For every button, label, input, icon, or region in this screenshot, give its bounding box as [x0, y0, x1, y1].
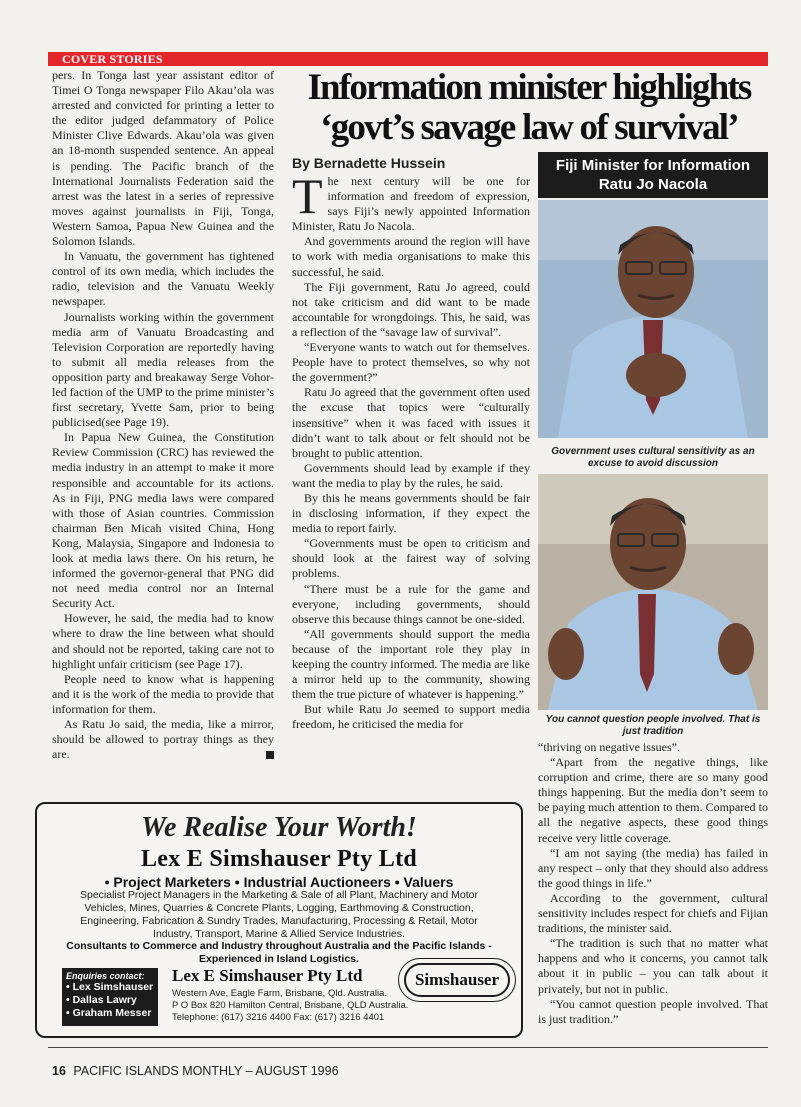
- right-paragraph: “You cannot question people involved. That is just tradition.”: [538, 996, 768, 1026]
- advert-slogan: We Realise Your Worth!: [141, 812, 417, 843]
- enquiries-contact: • Dallas Lawry: [66, 994, 137, 1006]
- mid-paragraph: And governments around the region will have to work with media organisations to make this successful, he said.: [292, 234, 530, 279]
- mid-paragraph-lead: [292, 168, 530, 234]
- photo-title-box: [538, 152, 768, 198]
- mid-paragraph: The Fiji government, Ratu Jo agreed, could not take criticism and did want to be made accountable for wrongdoings. This, he said, was a reflection of the “savage law of survival”.: [292, 279, 530, 339]
- left-column: [52, 68, 274, 762]
- byline: By Bernadette Hussein: [292, 155, 446, 171]
- lead-text: he next century will be one for information and freedom of expression, says Fiji’s newly appointed Information Minister, Ratu Jo Nacola.: [292, 174, 530, 234]
- advert-enquiries-box: [62, 968, 158, 1026]
- story-end-mark: [266, 751, 274, 759]
- advert-consultants: Consultants to Commerce and Industry throughout Australia and the Pacific Islands - Experienced in Island Logistics.: [66, 940, 492, 965]
- photo-title-line-1: Fiji Minister for Information: [555, 157, 751, 174]
- right-paragraph: “thriving on negative issues”.: [538, 740, 680, 754]
- right-paragraph: “The tradition is such that no matter what happens and who it concerns, you cannot talk about it in public – you can talk about it privately, but not in public.: [538, 936, 768, 996]
- portrait-illustration-2: [538, 474, 768, 710]
- advert-logo: Simshauser: [404, 963, 510, 997]
- enquiries-heading: Enquiries contact:: [66, 971, 145, 981]
- left-paragraph: In Vanuatu, the government has tightened control of its own media, which includes the radio, television and the Vanuatu Weekly newspaper.: [52, 249, 274, 309]
- advert-description: Specialist Project Managers in the Marketing & Sale of all Plant, Machinery and Motor Vehicles, Mines, Quarries & Concrete Plants, Logging, Earthmoving & Construction, Engineering, Fabrication & Sundry Trades, Manufacturing, Processing & Retail, Motor Industry, Transport, Marine & Allied Service Industries.: [79, 889, 479, 940]
- right-paragraph: “I am not saying (the media) has failed in any respect – only that they should also address the good things in life.”: [538, 845, 768, 890]
- right-paragraph: “Apart from the negative things, like corruption and crime, there are so many good things happening. But the media don’t seem to be paying much attention to them. Compared to all the negative aspects, these good things receive very little coverage.: [538, 755, 768, 845]
- enquiries-contact: • Lex Simshauser: [66, 981, 154, 993]
- portrait-illustration-1: [538, 200, 768, 438]
- minister-photo-1: [538, 200, 768, 438]
- minister-photo-2: [538, 474, 768, 710]
- enquiries-contact: • Graham Messer: [66, 1007, 152, 1019]
- headline: [290, 68, 768, 148]
- left-paragraph: Journalists working within the government media arm of Vanuatu Broadcasting and Television Corporation are reportedly having to submit all media releases from the opposition party and breakaway Serge Vohor-led faction of the UMP to the prime minister’s first secretary, Yvette Sam, prior to being publicised(see Page 19).: [52, 309, 274, 430]
- headline-line-2: ‘govt’s savage law of survival’: [320, 107, 738, 148]
- page-footer: [52, 1064, 339, 1078]
- advert-address: [172, 988, 422, 1024]
- mid-paragraph: “Governments must be open to criticism and should look at the fairest way of solving problems.: [292, 536, 530, 581]
- mid-paragraph: “Everyone wants to watch out for themselves. People have to protect themselves, so why not the government?”: [292, 340, 530, 385]
- left-paragraph: However, he said, the media had to know where to draw the line between what should and should not be reported, taking care not to highlight unfair criticism (see Page 17).: [52, 611, 274, 671]
- right-paragraph: According to the government, cultural sensitivity includes respect for chiefs and Fijian traditions, the minister said.: [538, 890, 768, 936]
- middle-column: [292, 168, 530, 732]
- advert-services: • Project Marketers • Industrial Auctioneers • Valuers: [104, 874, 454, 890]
- mid-paragraph: By this he means governments should be fair in disclosing information, if they expect the media to report fairly.: [292, 490, 530, 536]
- advert-address-line: P O Box 820 Hamilton Central, Brisbane, QLD Australia.: [172, 1000, 409, 1011]
- mid-paragraph: “All governments should support the media because of the important role they play in keeping the country informed. The media are like a mirror held up to the community, showing them the true picture of whatever is happening.”: [292, 626, 530, 702]
- mid-paragraph: Ratu Jo agreed that the government often used the excuse that topics were “culturally insensitive” when it was faced with issues it didn’t want to talk about or felt should not be brought to public attention.: [292, 385, 530, 460]
- advert-company-name-small: Lex E Simshauser Pty Ltd: [172, 966, 363, 985]
- photo-caption-2: You cannot question people involved. That is just tradition: [545, 714, 761, 737]
- advert-company-name: Lex E Simshauser Pty Ltd: [140, 846, 418, 872]
- photo-title-line-2: Ratu Jo Nacola: [598, 176, 708, 193]
- section-tag: COVER STORIES: [62, 52, 163, 66]
- left-paragraph-text: As Ratu Jo said, the media, like a mirror, should be allowed to portray things as they are.: [52, 717, 274, 762]
- drop-cap: T: [292, 168, 323, 224]
- page-number: 16: [52, 1064, 66, 1078]
- footer-rule: [48, 1047, 768, 1048]
- advert-address-line: Western Ave, Eagle Farm, Brisbane, Qld. Australia.: [172, 988, 388, 999]
- left-paragraph: In Papua New Guinea, the Constitution Review Commission (CRC) has reviewed the media industry in an attempt to make it more responsible and accountable for its actions. As in Fiji, PNG media laws were compared with those of Asian countries. Commission chairman Ben Micah visited China, Hong Kong, Malaysia, Singapore and Indonesia to look at media laws there. On his return, he informed the governor-general that PNG did not need media control nor an Internal Security Act.: [52, 430, 274, 611]
- right-column: [538, 740, 768, 1027]
- advert-phone: Telephone: (617) 3216 4400 Fax: (617) 3216 4401: [172, 1012, 385, 1023]
- left-paragraph: People need to know what is happening and it is the work of the media to provide that information for them.: [52, 671, 274, 716]
- photo-caption-1: Government uses cultural sensitivity as an excuse to avoid discussion: [551, 446, 755, 469]
- headline-line-1: Information minister highlights: [307, 67, 751, 108]
- publication-line: PACIFIC ISLANDS MONTHLY – AUGUST 1996: [73, 1064, 339, 1078]
- left-paragraph: pers. In Tonga last year assistant editor of Timei O Tonga newspaper Filo Akau’ola was arrested and convicted for printing a letter to the editor judged defammatory of Police Minister Clive Edwards. Akau’ola was given an 18-month suspended sentence. An appeal is pending. The Pacific branch of the International Journalists Federation said the arrest was the latest in a series of repressive moves against journalists in Fiji, Tonga, Western Samoa, Papua New Guinea and the Solomon Islands.: [52, 68, 274, 249]
- mid-paragraph: “There must be a rule for the game and everyone, including governments, should observe this because things cannot be one-sided.: [292, 581, 530, 626]
- mid-paragraph: But while Ratu Jo seemed to support media freedom, he criticised the media for: [292, 702, 530, 732]
- left-paragraph-last: [52, 717, 274, 762]
- mid-paragraph: Governments should lead by example if they want the media to play by the rules, he said.: [292, 460, 530, 490]
